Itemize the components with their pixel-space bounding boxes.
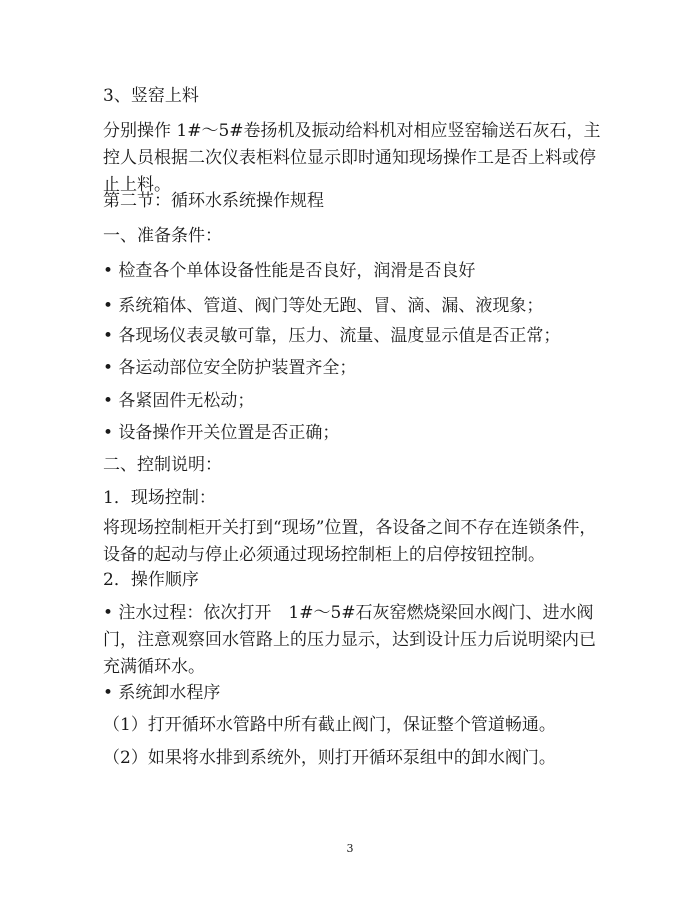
subheading-operation-sequence: 2．操作顺序 (103, 570, 199, 590)
bullet-water-filling: • 注水过程：依次打开 1#～5#石灰窑燃烧梁回水阀门、进水阀门，注意观察回水管路上的压力显示，达到设计压力后说明梁内已充满循环水。 (103, 603, 596, 677)
bullet-no-leakage: • 系统箱体、管道、阀门等处无跑、冒、滴、漏、液现象； (103, 296, 544, 316)
heading-control-description: 二、控制说明： (103, 455, 222, 475)
bullet-check-equipment: • 检查各个单体设备性能是否良好，润滑是否良好 (103, 261, 476, 281)
bullet-drain-procedure: • 系统卸水程序 (103, 683, 221, 703)
bullet-fasteners: • 各紧固件无松动； (103, 391, 255, 411)
bullet-instruments: • 各现场仪表灵敏可靠，压力、流量、温度显示值是否正常； (103, 326, 561, 346)
step-drain-outside: （2）如果将水排到系统外，则打开循环泵组中的卸水阀门。 (103, 748, 556, 768)
heading-preparation-conditions: 一、准备条件： (103, 226, 222, 246)
paragraph-local-control: 将现场控制柜开关打到“现场”位置，各设备之间不存在连锁条件，设备的起动与停止必须通过现场控制柜上的启停按钮控制。 (103, 518, 597, 565)
paragraph-feeding-operation: 分别操作 1#～5#卷扬机及振动给料机对相应竖窑输送石灰石，主控人员根据二次仪表柜料位显示即时通知现场操作工是否上料或停止上料。 (103, 121, 601, 195)
bullet-safety-guards: • 各运动部位安全防护装置齐全； (103, 358, 357, 378)
step-open-valves: （1）打开循环水管路中所有截止阀门，保证整个管道畅通。 (103, 715, 556, 735)
subheading-local-control: 1．现场控制： (103, 488, 216, 508)
bullet-switch-positions: • 设备操作开关位置是否正确； (103, 423, 340, 443)
section-heading-shaft-kiln-feeding: 3、竖窑上料 (103, 86, 199, 106)
section-title-circulating-water: 第二节：循环水系统操作规程 (103, 191, 324, 211)
page-number: 3 (346, 842, 354, 855)
